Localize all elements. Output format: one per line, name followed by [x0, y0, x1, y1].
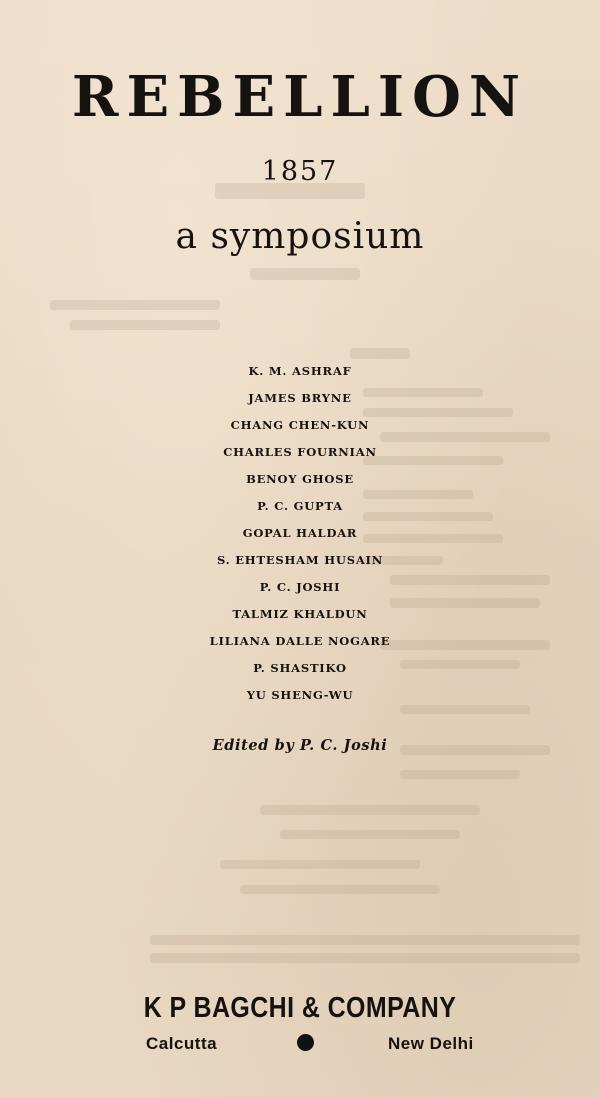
book-year: 1857	[261, 156, 339, 187]
contributor-name: CHARLES FOURNIAN	[223, 445, 377, 459]
contributor-name: P. SHASTIKO	[253, 661, 347, 675]
book-title: REBELLION	[71, 64, 529, 130]
contributor-name: YU SHENG-WU	[246, 688, 354, 702]
contributor-name: BENOY GHOSE	[246, 472, 354, 486]
book-subtitle: a symposium	[175, 216, 425, 257]
publisher-city-new-delhi: New Delhi	[388, 1034, 474, 1053]
bullet-icon	[297, 1034, 314, 1051]
contributor-name: GOPAL HALDAR	[242, 526, 358, 540]
contributor-name: S. EHTESHAM HUSAIN	[216, 553, 384, 567]
editor-credit: Edited by P. C. Joshi	[212, 737, 388, 754]
publisher-name: K P BAGCHI & COMPANY	[143, 992, 457, 1024]
contributor-name: K. M. ASHRAF	[248, 364, 352, 378]
contributor-name: LILIANA DALLE NOGARE	[209, 634, 391, 648]
publisher-locations	[0, 1031, 600, 1057]
contributor-name: CHANG CHEN-KUN	[230, 418, 370, 432]
publisher-city-calcutta: Calcutta	[146, 1034, 218, 1053]
contributor-name: P. C. GUPTA	[257, 499, 343, 513]
contributor-list	[0, 358, 600, 709]
contributor-name: TALMIZ KHALDUN	[232, 607, 368, 621]
contributor-name: P. C. JOSHI	[259, 580, 341, 594]
contributor-name: JAMES BRYNE	[248, 391, 352, 405]
